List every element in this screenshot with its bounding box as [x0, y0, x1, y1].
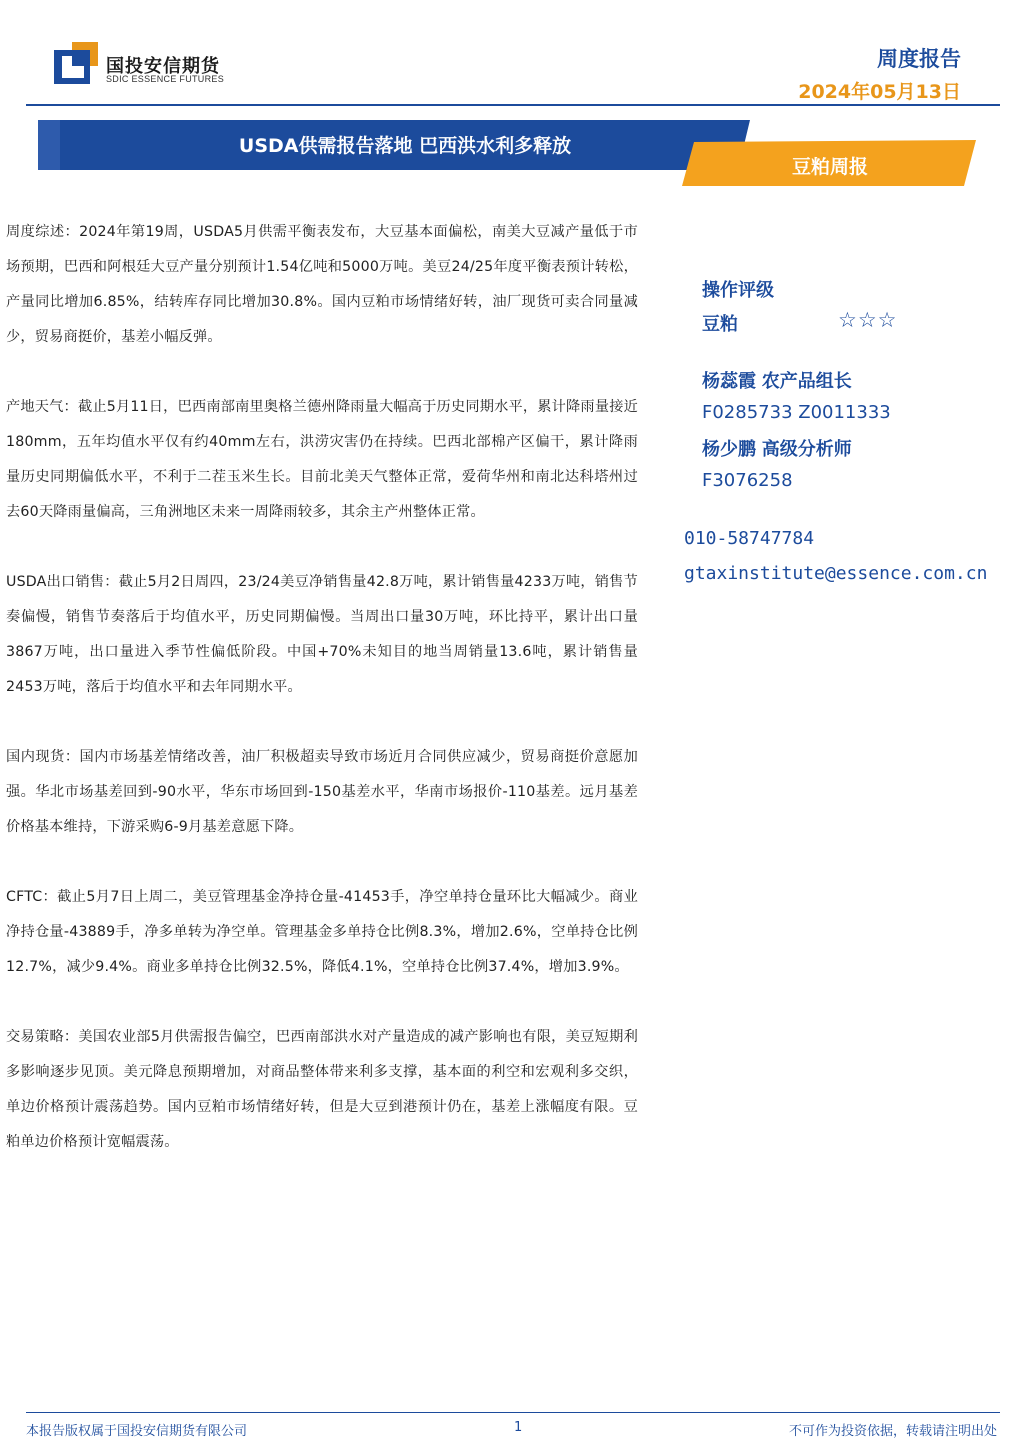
copyright-notice: 本报告版权属于国投安信期货有限公司 [26, 1424, 248, 1439]
analyst-name: 杨蕊霞 [702, 371, 756, 392]
header-divider [26, 104, 1000, 106]
disclaimer-notice: 不可作为投资依据，转载请注明出处 [788, 1424, 997, 1439]
report-date: 2024年05月13日 [798, 81, 961, 103]
report-type: 周度报告 [877, 47, 961, 71]
paragraph-strategy: 交易策略：美国农业部5月供需报告偏空，巴西南部洪水对产量造成的减产影响也有限，美豆短期利多影响逐步见顶。美元降息预期增加，对商品整体带来利多支撑，基本面的利空和宏观利多交织，单边价格预计震荡趋势。国内豆粕市场情绪好转，但是大豆到港预计仍在，基差上涨幅度有限。豆粕单边价格预计宽幅震荡。 [6, 1029, 638, 1150]
company-logo-icon [54, 42, 98, 84]
analyst-1 [702, 367, 852, 393]
company-name-en: SDIC ESSENCE FUTURES [106, 74, 225, 84]
report-category: 豆粕周报 [791, 156, 868, 178]
analyst-2 [702, 435, 852, 461]
report-title: USDA供需报告落地 巴西洪水利多释放 [238, 135, 572, 157]
footer-divider [26, 1412, 1000, 1413]
analyst-cert: F3076258 [702, 470, 793, 491]
rating-stars-icon: ☆☆☆ [838, 308, 898, 332]
company-name-cn: 国投安信期货 [106, 56, 220, 77]
contact-phone: 010-58747784 [684, 528, 815, 549]
rating-title: 操作评级 [702, 280, 774, 301]
paragraph-weather: 产地天气：截止5月11日，巴西南部南里奥格兰德州降雨量大幅高于历史同期水平，累计降雨量接近180mm，五年均值水平仅有约40mm左右，洪涝灾害仍在持续。巴西北部棉产区偏干，累计降雨量历史同期偏低水平，不利于二茬玉米生长。目前北美天气整体正常，爱荷华州和南北达科塔州过去60天降雨量偏高，三角洲地区未来一周降雨较多，其余主产州整体正常。 [6, 399, 638, 520]
analyst-cert: F0285733 Z0011333 [702, 402, 891, 423]
paragraph-export-sales: USDA出口销售：截止5月2日周四，23/24美豆净销售量42.8万吨，累计销售量4233万吨，销售节奏偏慢，销售节奏落后于均值水平，历史同期偏慢。当周出口量30万吨，环比持平，累计出口量3867万吨，出口量进入季节性偏低阶段。中国+70%未知目的地当周销量13.6吨，累计销售量2453万吨，落后于均值水平和去年同期水平。 [6, 574, 638, 695]
analyst-title: 农产品组长 [761, 371, 852, 392]
report-body [6, 215, 638, 1195]
analyst-name: 杨少鹏 [702, 439, 756, 460]
rating-product: 豆粕 [702, 314, 738, 335]
analyst-title: 高级分析师 [761, 439, 852, 460]
page-number: 1 [514, 1420, 523, 1435]
paragraph-cftc: CFTC：截止5月7日上周二，美豆管理基金净持仓量-41453手，净空单持仓量环比大幅减少。商业净持仓量-43889手，净多单转为净空单。管理基金多单持仓比例8.3%，增加2.6%，空单持仓比例12.7%，减少9.4%。商业多单持仓比例32.5%，降低4.1%，空单持仓比例37.4%，增加3.9%。 [6, 889, 638, 975]
contact-email[interactable]: gtaxinstitute@essence.com.cn [684, 563, 988, 584]
paragraph-weekly-summary: 周度综述：2024年第19周，USDA5月供需平衡表发布，大豆基本面偏松，南美大豆减产量低于市场预期，巴西和阿根廷大豆产量分别预计1.54亿吨和5000万吨。美豆24/25年度平衡表预计转松，产量同比增加6.85%，结转库存同比增加30.8%。国内豆粕市场情绪好转，油厂现货可卖合同量减少，贸易商挺价，基差小幅反弹。 [6, 224, 638, 345]
paragraph-domestic-spot: 国内现货：国内市场基差情绪改善，油厂积极超卖导致市场近月合同供应减少，贸易商挺价意愿加强。华北市场基差回到-90水平，华东市场回到-150基差水平，华南市场报价-110基差。远月基差价格基本维持，下游采购6-9月基差意愿下降。 [6, 749, 638, 835]
